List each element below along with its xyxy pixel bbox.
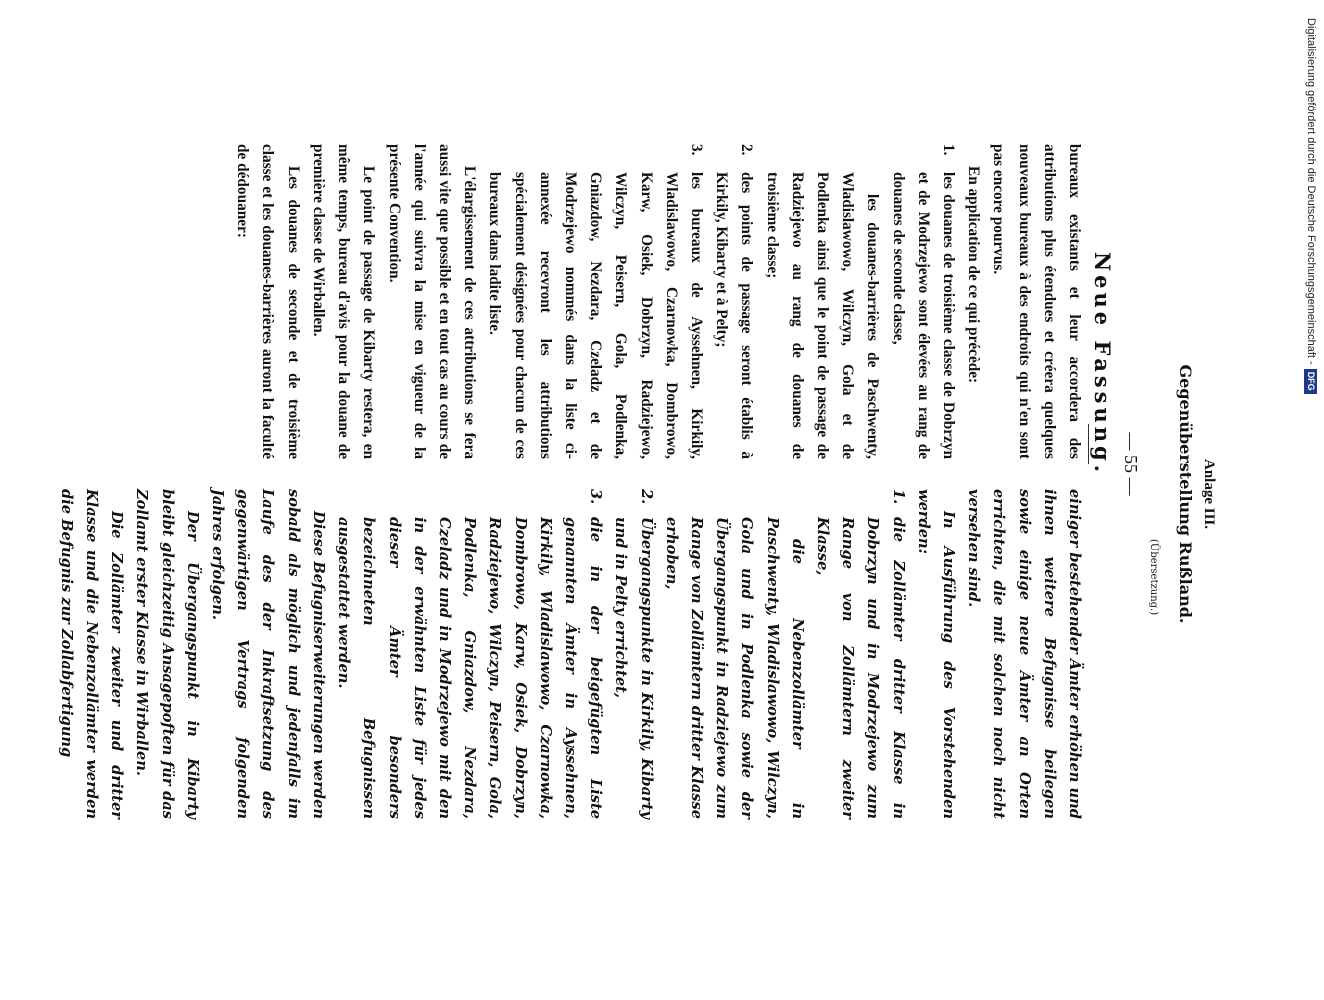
german-column (57, 489, 1087, 819)
de-paragraph-5: Die Zollämter zweiter und dritter Klasse und die Nebenzollämter werden die Befugnis zur Zollabfertigung (57, 489, 126, 819)
rotated-page-content (57, 144, 1237, 844)
fr-list-number: 3. (687, 144, 705, 156)
fr-list-item-2 (709, 144, 759, 459)
annex-label: Anlage III. (1201, 458, 1217, 529)
de-list-text: die in der beigefügten Liste genannten Ämter in Ayssehnen, Kirkily, Wladislawowo, Czarnowka, Dombrowo, Karw, Osiek, Dobrzyn, Radziejewo, Wilczyn, Peisern, Gola, Podlenka, Gniazdow, Nezdara, Czeladz und in Modrzejewo mit den in der erwähnten Liste für jedes dieser Ämter besonders bezeichneten Befugnissen ausgestattet werden. (335, 517, 605, 819)
dfg-logo: DFG (1304, 369, 1317, 394)
de-list-item-3 (331, 489, 608, 819)
fr-list-item-1-sub (759, 144, 885, 459)
de-list-subtext: die Nebenzollämter in Paschwenty, Wladislawowo, Wilczyn, Gola und in Podlenka sowie der Übergangspunkt in Radziejewo zum Range von Zollämtern dritter Klasse erhoben, (662, 517, 806, 819)
de-paragraph-1: einiger bestehender Ämter erhöhen und ihnen weitere Befugnisse beilegen sowie einige neue Ämter an Orten errichten, die mit solchen noch nicht versehen sind. (965, 489, 1083, 819)
fr-paragraph-3: L'élargissement de ces attributions se fera aussi vite que possible et en tout cas au cours de l'année qui suivra la mise en vigueur de la présente Convention. (385, 144, 479, 459)
fr-list-item-1 (885, 144, 961, 459)
fr-list-text: des points de passage seront établis à Kirkily, Kibarty et à Pelty; (713, 172, 756, 459)
de-list-item-1-sub (659, 489, 810, 819)
footer-line (1300, 18, 1322, 398)
de-list-item-2 (608, 489, 658, 819)
fr-list-subtext: les douanes-barrières de Paschwenty, Wladislawowo, Wilczyn, Gola et de Podlenka ainsi que le point de passage de Radziejewo au rang de douanes de troisième classe; (763, 172, 882, 459)
de-list-item-1 (810, 489, 911, 819)
french-column (157, 144, 1087, 459)
fr-paragraph-1: bureaux existants et leur accordera des attributions plus étendues et créera quelques nouveaux bureaux à des endroits qui n'en sont pas encore pourvus. (990, 144, 1083, 459)
de-paragraph-2: In Ausführung des Vorstehenden werden: (914, 489, 957, 819)
de-list-number: 2. (637, 489, 655, 505)
section-title: Neue Fassung. (1090, 251, 1115, 477)
page-number: — 55 — (1121, 432, 1141, 496)
de-list-number: 3. (587, 489, 605, 505)
de-list-number: 1. (889, 489, 907, 505)
digitization-footer (1300, 18, 1324, 398)
fr-paragraph-5: Les douanes de seconde et de troisième classe et les douanes-barrières auront la faculté de dédouaner: (234, 144, 302, 459)
de-paragraph-3: Diese Befugniserweiterungen werden sobald als möglich und jedenfalls im Laufe des der Inkraftsetzung des gegenwärtigen Vertrags folgenden Jahres erfolgen. (209, 489, 327, 819)
translation-note: (Übersetzung.) (1148, 539, 1159, 616)
de-list-text: die Zollämter dritter Klasse in Dobrzyn und in Modrzejewo zum Range von Zollämtern zweiter Klasse, (813, 517, 907, 819)
title-rule (1088, 424, 1089, 464)
comparison-title: Gegenüberstellung Rußland. (1176, 364, 1195, 624)
fr-paragraph-2: En application de ce qui précède: (965, 166, 983, 384)
footer-text: Digitalisierung gefördert durch die Deutsche Forschungsgemeinschaft - (1305, 18, 1317, 365)
de-paragraph-4: Der Übergangspunkt in Kibarty bleibt gleichzeitig Ansagepoften für das Zollamt erster Klasse in Wirballen. (133, 489, 201, 819)
fr-list-text: les bureaux de Ayssehnen, Kirkily, Wladislawowo, Czarnowka, Dombrowo, Karw, Osiek, Dobrzyn, Radziejewo, Wilczyn, Peisern, Gola, Podlenka, Gniazdow, Nezdara, Czeladz et de Modrzejewo nommés dans la liste ci-annexée recevront les attributions spécialement désignées pour chacun de ces bureaux dans ladite liste. (486, 172, 705, 459)
fr-paragraph-4: Le point de passage de Kibarty restera, en même temps, bureau d'avis pour la douane de première classe de Wirballen. (309, 144, 378, 459)
fr-list-number: 1. (939, 144, 957, 156)
de-list-text: Übergangspunkte in Kirkily, Kibarty und in Pelty errichtet, (612, 517, 655, 819)
fr-list-text: les douanes de troisième classe de Dobrzyn et de Modrzejewo sont élevées au rang de douanes de seconde classe, (889, 172, 957, 459)
fr-list-number: 2. (738, 144, 756, 156)
fr-list-item-3 (482, 144, 709, 459)
